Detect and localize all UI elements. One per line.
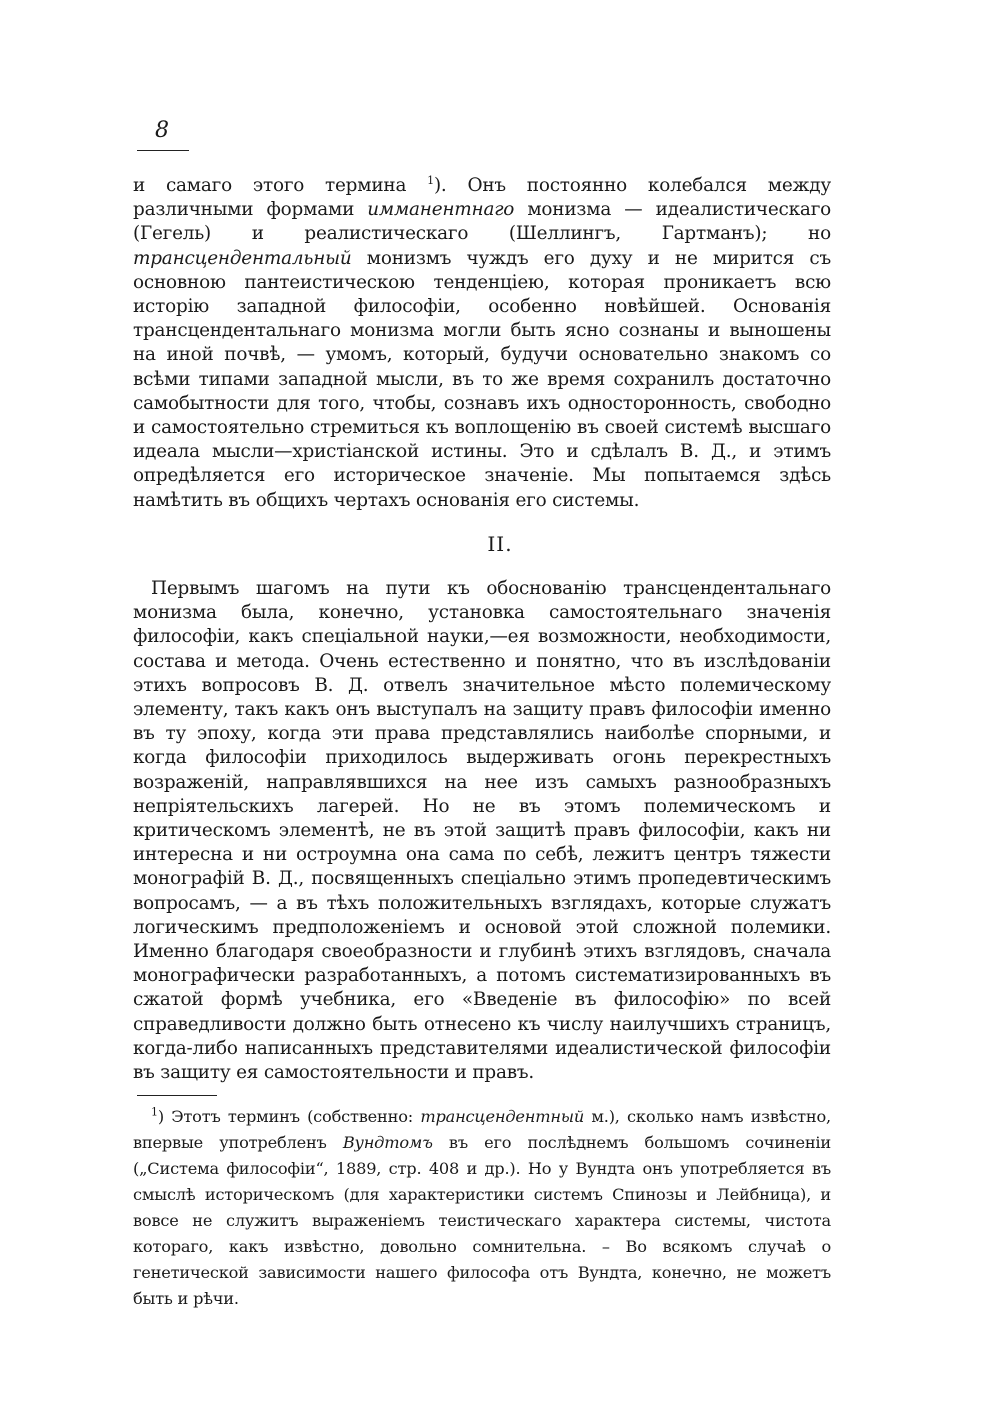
italic-term: трансцендентальный <box>133 247 352 269</box>
footnote-marker: 1 <box>151 1105 158 1119</box>
section-paragraph <box>133 577 831 1085</box>
text-run: ) Этотъ терминъ (собственно: <box>157 1107 421 1126</box>
italic-term: трансцендентный <box>420 1107 585 1126</box>
italic-author-name: Вундтомъ <box>342 1133 433 1152</box>
footnote-block <box>133 1104 831 1312</box>
paragraph-continuation <box>133 174 831 513</box>
footnote-reference: 1 <box>427 173 434 187</box>
footnote-text <box>133 1104 831 1312</box>
text-run: м.), сколько намъ извѣстно, впервые употребленъ <box>133 1107 831 1152</box>
text-run: и самаго этого термина <box>133 175 428 196</box>
text-run: монизмъ чуждъ его духу и не мирится съ основною пантеистическою тенденціею, которая проникаетъ всю исторію западной философіи, особенно новѣйшей. Основанія трансцендентальнаго монизма могли быть ясно сознаны и выношены на иной почвѣ, — умомъ, который, будучи основательно знакомъ со всѣми типами западной мысли, въ то же время сохранилъ достаточно самобытности для того, чтобы, сознавъ ихъ односторонность, свободно и самостоятельно стремиться къ воплощенію въ своей системѣ высшаго идеала мысли—христіанской истины. Это и сдѣлалъ В. Д., и этимъ опредѣляется его историческое значеніе. Мы попытаемся здѣсь намѣтить въ общихъ чертахъ основанія его системы. <box>133 247 831 511</box>
paragraph-text: Первымъ шагомъ на пути къ обоснованію трансцендентальнаго монизма была, конечно, установка самостоятельнаго значенія философіи, какъ спеціальной науки,—ея возможности, необходимости, состава и метода. Очень естественно и понятно, что въ изслѣдованіи этихъ вопросовъ В. Д. отвелъ значительное мѣсто полемическому элементу, такъ какъ онъ выступалъ на защиту правъ философіи именно въ ту эпоху, когда эти права представлялись наиболѣе спорными, и когда философіи приходилось выдерживать огонь перекрестныхъ возраженій, направлявшихся на нее изъ самыхъ разнообразныхъ непріятельскихъ лагерей. Но не въ этомъ полемическомъ и критическомъ элементѣ, не въ этой защитѣ правъ философіи, какъ ни интересна и ни остроумна она сама по себѣ, лежитъ центръ тяжести монографій В. Д., посвященныхъ спеціально этимъ пропедевтическимъ вопросамъ, — а въ тѣхъ положительныхъ взглядахъ, которые служатъ логическимъ предположеніемъ и основой этой сложной полемики. Именно благодаря своеобразности и глубинѣ этихъ взглядовъ, сначала монографически разработанныхъ, а потомъ систематизированныхъ въ сжатой формѣ учебника, его «Введеніе въ философію» по всей справедливости должно быть отнесено къ числу наилучшихъ страницъ, когда-либо написанныхъ представителями идеалистической философіи въ защиту ея самостоятельности и правъ. <box>133 578 831 1084</box>
italic-term: имманентнаго <box>367 199 515 221</box>
text-run: монизма — идеалистическаго (Гегель) и реалистическаго (Шеллингъ, Гартманъ); но <box>133 199 831 245</box>
text-run: въ его послѣднемъ большомъ сочиненіи („Система философіи“, 1889, стр. 408 и др.). Но у Вундта онъ употребляется въ смыслѣ историческомъ (для характеристики системъ Спинозы и Лейбница), и вовсе не служитъ выраженіемъ теистическаго характера системы, чистота котораго, какъ извѣстно, довольно сомнительна. – Во всякомъ случаѣ о генетической зависимости нашего философа отъ Вундта, конечно, не можетъ быть и рѣчи. <box>133 1133 831 1308</box>
text-run: ). Онъ постоянно колебался между различными формами <box>133 175 832 221</box>
page-number-rule <box>137 150 189 151</box>
footnote-separator <box>137 1095 217 1096</box>
paragraph-text <box>133 174 831 513</box>
section-heading: II. <box>487 532 513 556</box>
page-number: 8 <box>155 118 169 143</box>
